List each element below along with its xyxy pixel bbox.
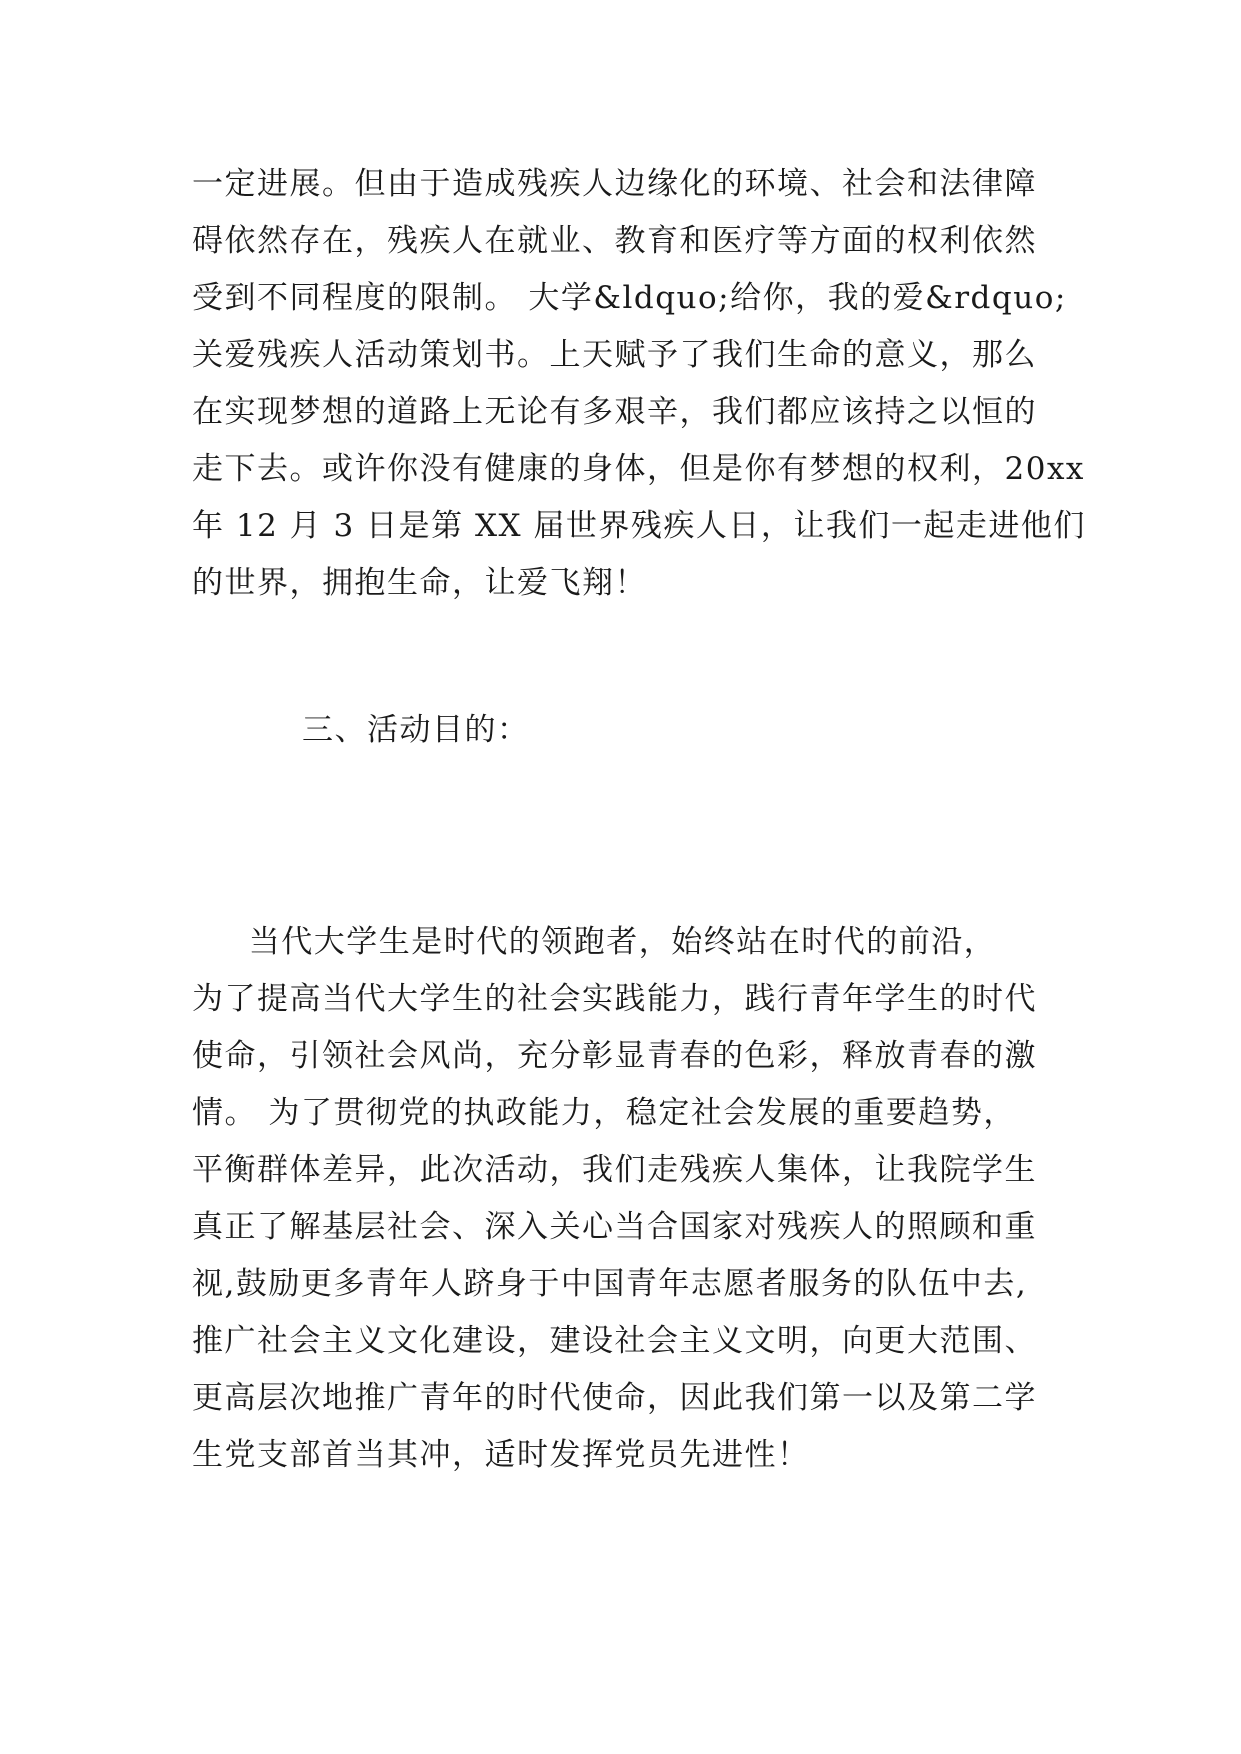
paragraph-line: 碍依然存在，残疾人在就业、教育和医疗等方面的权利依然 <box>192 223 1037 259</box>
paragraph-line: 关爱残疾人活动策划书。上天赋予了我们生命的意义，那么 <box>192 337 1037 373</box>
intro-paragraph <box>192 156 1086 612</box>
paragraph-line: 当代大学生是时代的领跑者，始终站在时代的前沿， <box>192 924 997 960</box>
paragraph-line: 为了提高当代大学生的社会实践能力，践行青年学生的时代 <box>192 981 1037 1017</box>
paragraph-line: 受到不同程度的限制。 大学&ldquo;给你，我的爱&rdquo; <box>192 280 1067 316</box>
paragraph-line: 推广社会主义文化建设，建设社会主义文明，向更大范围、 <box>192 1323 1037 1359</box>
paragraph-line: 平衡群体差异，此次活动，我们走残疾人集体，让我院学生 <box>192 1152 1037 1188</box>
paragraph-line: 在实现梦想的道路上无论有多艰辛，我们都应该持之以恒的 <box>192 394 1037 430</box>
paragraph-line: 走下去。或许你没有健康的身体，但是你有梦想的权利，20xx <box>192 451 1085 487</box>
paragraph-line: 年 12 月 3 日是第 XX 届世界残疾人日，让我们一起走进他们 <box>192 508 1086 544</box>
paragraph-line: 视,鼓励更多青年人跻身于中国青年志愿者服务的队伍中去, <box>192 1266 1028 1302</box>
paragraph-line: 的世界，拥抱生命，让爱飞翔！ <box>192 565 647 601</box>
paragraph-line: 生党支部首当其冲，适时发挥党员先进性！ <box>192 1437 810 1473</box>
section-heading-block <box>192 702 1062 759</box>
purpose-paragraph <box>192 914 1062 1484</box>
paragraph-line: 真正了解基层社会、深入关心当合国家对残疾人的照顾和重 <box>192 1209 1037 1245</box>
section-heading: 三、活动目的： <box>302 712 530 748</box>
paragraph-line: 更高层次地推广青年的时代使命，因此我们第一以及第二学 <box>192 1380 1037 1416</box>
paragraph-line: 使命，引领社会风尚，充分彰显青春的色彩，释放青春的激 <box>192 1038 1037 1074</box>
paragraph-line: 一定进展。但由于造成残疾人边缘化的环境、社会和法律障 <box>192 166 1037 202</box>
paragraph-line: 情。 为了贯彻党的执政能力，稳定社会发展的重要趋势， <box>192 1095 1016 1131</box>
